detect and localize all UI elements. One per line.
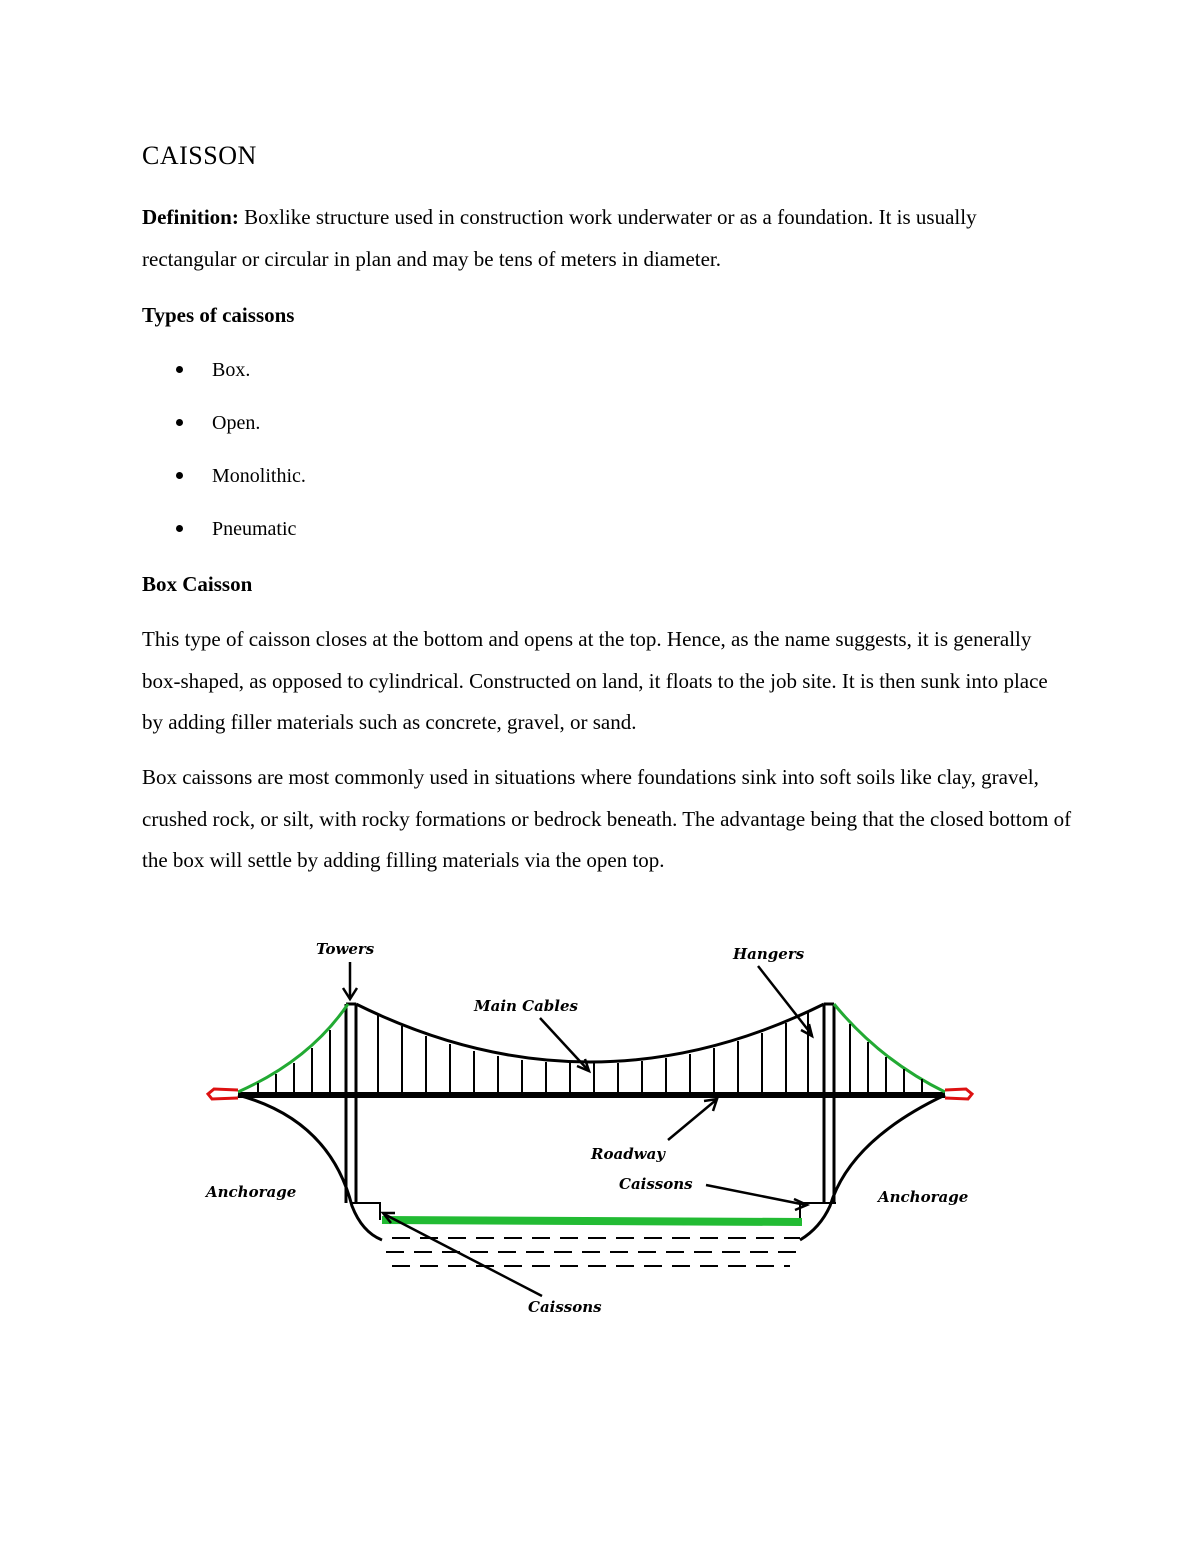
label-anchorage-right: Anchorage: [878, 1188, 969, 1206]
label-anchorage-left: Anchorage: [206, 1183, 297, 1201]
bullet-icon: [176, 419, 183, 426]
embankment-left: [238, 1095, 382, 1240]
label-hangers: Hangers: [733, 945, 805, 963]
label-main-cables: Main Cables: [474, 997, 578, 1015]
definition-text: Boxlike structure used in construction work underwater or as a foundation. It is usually rectangular or circular in plan and may be tens of meters in diameter.: [142, 205, 977, 271]
water-lines: [386, 1238, 800, 1266]
definition-paragraph: [142, 197, 1072, 280]
left-tower: [346, 1004, 356, 1203]
bullet-icon: [176, 366, 183, 373]
label-towers: Towers: [316, 940, 375, 958]
definition-label: Definition:: [142, 205, 239, 229]
embankment-right: [800, 1095, 945, 1240]
bullet-icon: [176, 525, 183, 532]
box-caisson-paragraph-1: This type of caisson closes at the bottom and opens at the top. Hence, as the name suggests, it is generally box-shaped, as opposed to cylindrical. Constructed on land, it floats to the job site. It is then sunk into place by adding filler materials such as concrete, gravel, or sand.: [142, 627, 1048, 734]
label-caissons-top: Caissons: [619, 1175, 693, 1193]
types-list: [142, 352, 306, 564]
label-roadway: Roadway: [591, 1145, 666, 1163]
list-item: Monolithic.: [142, 458, 306, 511]
bullet-icon: [176, 472, 183, 479]
types-heading: Types of caissons: [142, 303, 295, 327]
bridge-structure: [208, 1004, 972, 1266]
list-item: Box.: [142, 352, 306, 405]
list-item: Open.: [142, 405, 306, 458]
list-item: Pneumatic: [142, 511, 306, 564]
hangers: [258, 1012, 922, 1095]
label-caissons-bottom: Caissons: [528, 1298, 602, 1316]
anchor-end-right: [945, 1089, 972, 1099]
box-caisson-paragraph-2: Box caissons are most commonly used in situations where foundations sink into soft soils like clay, gravel, crushed rock, or silt, with rocky formations or bedrock beneath. The advantage being that the closed bottom of the box will settle by adding filling materials via the open top.: [142, 765, 1072, 872]
suspension-bridge-diagram: [195, 930, 995, 1330]
right-tower: [824, 1004, 834, 1203]
anchor-end-left: [208, 1089, 238, 1099]
box-caisson-heading: Box Caisson: [142, 572, 253, 596]
riverbed: [382, 1220, 802, 1222]
page-title: CAISSON: [142, 141, 257, 170]
